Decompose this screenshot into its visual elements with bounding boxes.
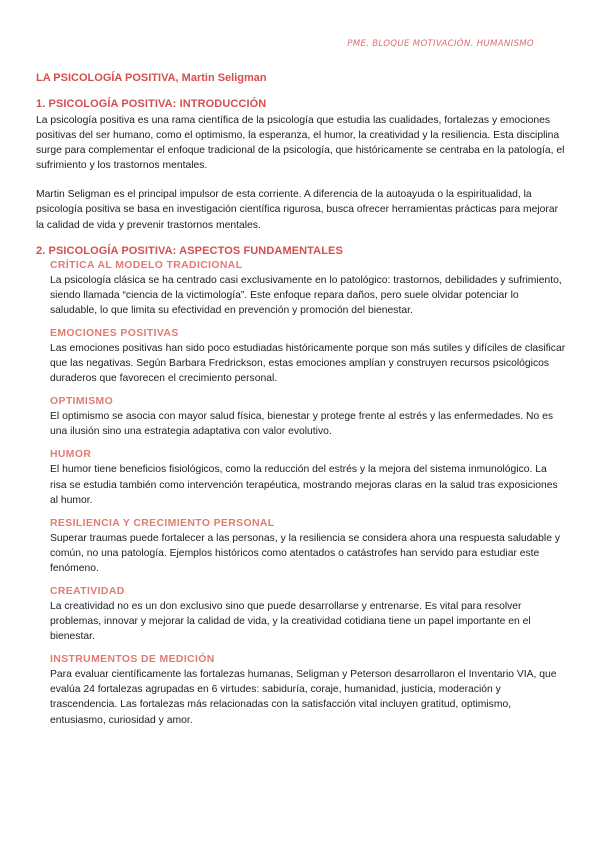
paragraph: Martin Seligman es el principal impulsor de esta corriente. A diferencia de la autoayuda o la espiritualidad, la psicología positiva se basa en investigación científica rigurosa, busca ofrecer herramientas prácticas para mejorar la calidad de vida y prevenir trastornos mentales. [36,189,559,231]
subsection-title: OPTIMISMO [50,396,114,408]
paragraph: El optimismo se asocia con mayor salud física, bienestar y protege frente al estrés y las enfermedades. No es una ilusión sino una estrategia adaptativa con valor evolutivo. [50,411,554,438]
paragraph: Para evaluar científicamente las fortalezas humanas, Seligman y Peterson desarrollaron el Inventario VIA, que evalúa 24 fortalezas agrupadas en 6 virtudes: sabiduría, coraje, humanidad, justicia, moderación y trascendencia. Las fortalezas más relacionadas con la satisfacción vital incluyen gratitud, optimismo, entusiasmo, curiosidad y amor. [50,669,557,726]
paragraph: La creatividad no es un don exclusivo sino que puede desarrollarse y entrenarse. Es vital para resolver problemas, innovar y mejorar la calidad de vida, y la creatividad cotidiana tiene un papel importante en el bienestar. [50,600,531,643]
subsection-title: RESILIENCIA Y CRECIMIENTO PERSONAL [50,517,275,529]
section-title: 1. PSICOLOGÍA POSITIVA: INTRODUCCIÓN [36,98,267,110]
paragraph: La psicología positiva es una rama científica de la psicología que estudia las cualidades, fortalezas y emociones positivas del ser humano, como el optimismo, la esperanza, el humor, la creatividad y la resiliencia. Esta disciplina surge para complementar el enfoque tradicional de la psicología, que históricamente se centraba en la patología, el sufrimiento y los trastornos mentales. [36,115,565,172]
document-title: LA PSICOLOGÍA POSITIVA, Martin Seligman [36,72,267,84]
subsection-creatividad [50,586,566,644]
subsection-resiliencia [50,518,566,576]
subsection-instrumentos [50,654,566,727]
subsection-title: EMOCIONES POSITIVAS [50,327,179,339]
section-introduccion [36,98,566,233]
subsection-title: CREATIVIDAD [50,585,125,597]
section-aspectos-fundamentales [36,245,566,728]
subsection-humor [50,449,566,507]
paragraph: La psicología clásica se ha centrado casi exclusivamente en lo patológico: trastornos, debilidades y sufrimiento, siendo llamada “ciencia de la victimología”. Este enfoque repara daños, pero suele olvidar potenciar lo saludable, lo que limita su efectividad en prevención y promoción del bienestar. [50,274,562,316]
subsection-critica [50,260,566,318]
subsection-optimismo [50,396,566,439]
running-header: PME. BLOQUE MOTIVACIÓN. HUMANISMO [347,39,534,49]
subsection-title: HUMOR [50,449,92,461]
document-content [36,72,566,740]
paragraph: Las emociones positivas han sido poco estudiadas históricamente porque son más sutiles y difíciles de clasificar que las negativas. Según Barbara Fredrickson, estas emociones amplían y construyen recursos psicológicos duraderos que favorecen el crecimiento personal. [50,342,566,385]
paragraph: Superar traumas puede fortalecer a las personas, y la resiliencia se considera ahora una respuesta saludable y común, no una patología. Ejemplos históricos como atentados o catástrofes han servido para estudiar este fenómeno. [50,532,561,574]
subsection-emociones-positivas [50,328,566,386]
subsection-title: INSTRUMENTOS DE MEDICIÓN [50,654,215,666]
subsection-title: CRÍTICA AL MODELO TRADICIONAL [50,259,243,271]
paragraph: El humor tiene beneficios fisiológicos, como la reducción del estrés y la mejora del sistema inmunológico. La risa se estudia también como intervención terapéutica, mostrando mejoras claras en la salud tras exposiciones al humor. [50,464,558,506]
section-title: 2. PSICOLOGÍA POSITIVA: ASPECTOS FUNDAMENTALES [36,244,343,257]
